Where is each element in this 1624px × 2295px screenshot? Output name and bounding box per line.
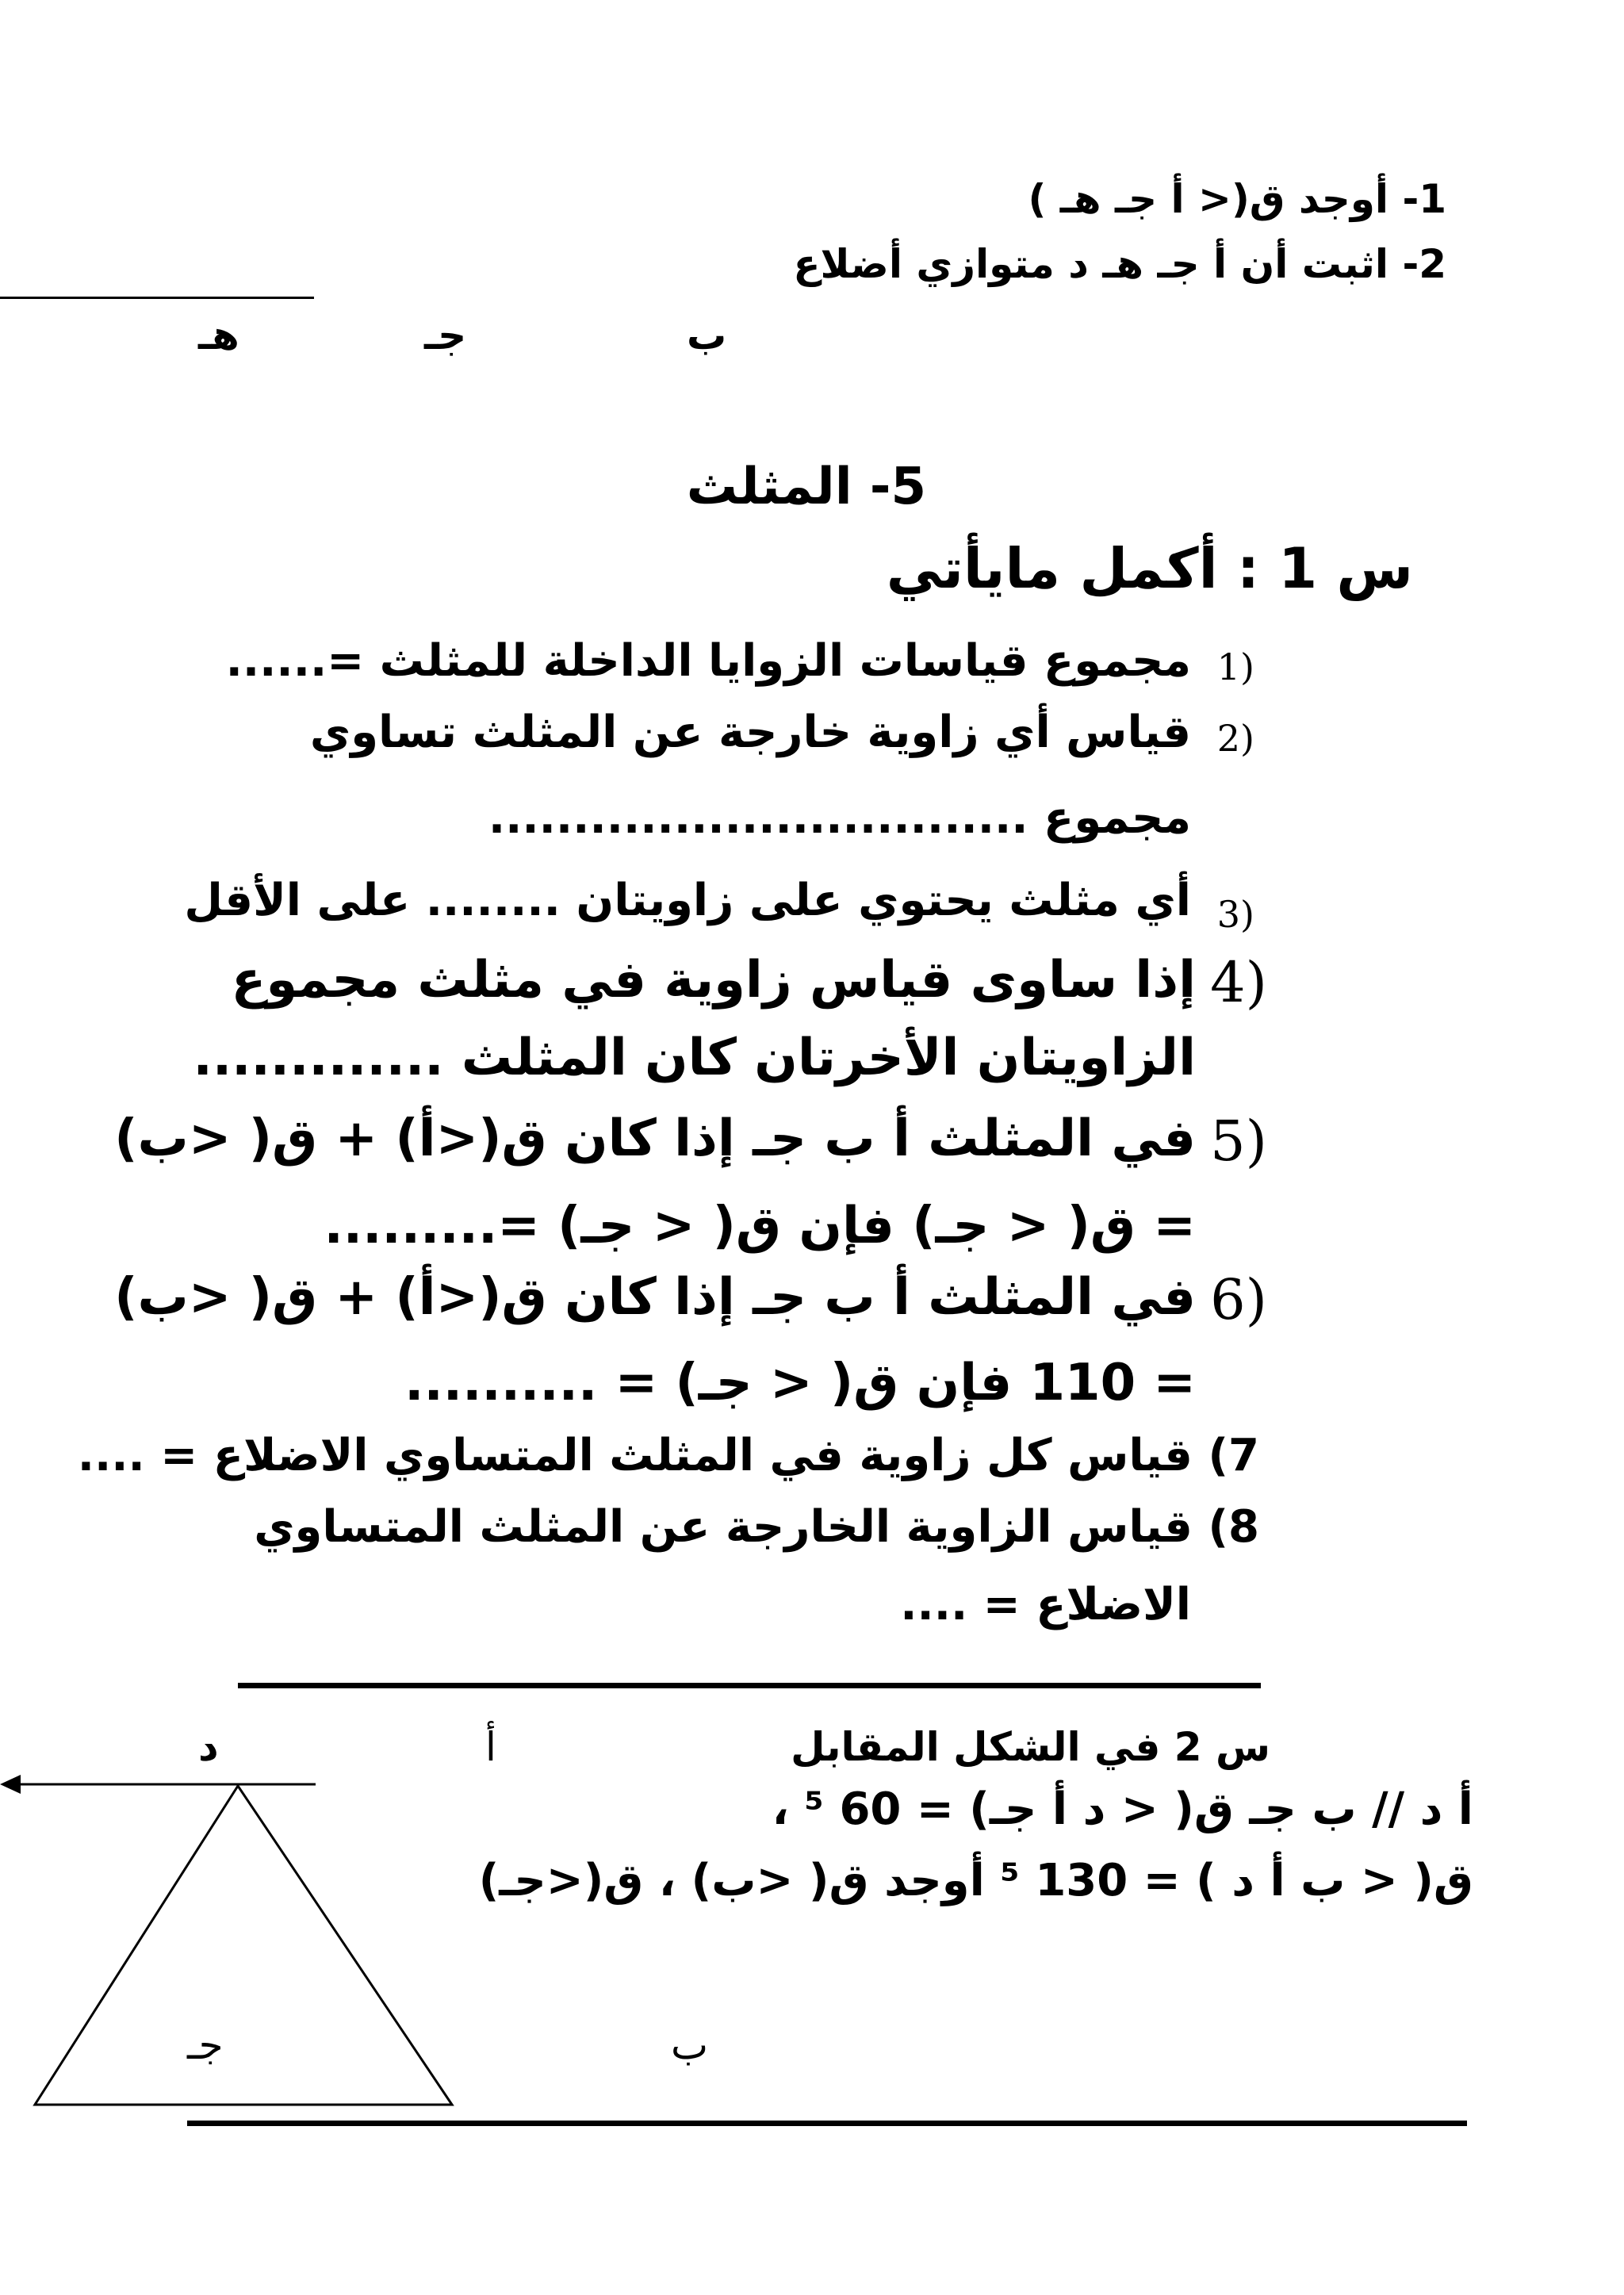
item-3-text: أي مثلث يحتوي على زاويتان ........ على الأقل: [184, 875, 1191, 926]
item-6-continued: = 110 فإن ق( < جـ) = ..........: [404, 1354, 1196, 1412]
label-b-figure: ب: [671, 2022, 709, 2068]
item-5-text: في المثلث أ ب جـ إذا كان ق(<أ) + ق( <ب): [114, 1109, 1196, 1168]
item-number: 7): [1208, 1430, 1259, 1481]
exercise-2-given-2: ق( < ب أ د ) = 130 ⁵ أوجد ق( <ب) ، ق(<جـ): [478, 1855, 1473, 1906]
bottom-rule: [187, 2121, 1467, 2126]
item-number: 1): [1216, 646, 1254, 688]
item-6-text: في المثلث أ ب جـ إذا كان ق(<أ) + ق( <ب): [114, 1268, 1196, 1327]
exercise-2-given-1: أ د // ب جـ ق( < د أ جـ) = 60 ⁵ ،: [772, 1784, 1473, 1835]
label-h-top: هـ: [198, 312, 239, 358]
item-number: 2): [1216, 717, 1254, 760]
exercise-1-heading: س 1 : أكمل مايأتي: [886, 536, 1413, 601]
question-prove-parallelogram: 2- اثبت أن أ جـ هـ د متوازي أضلاع: [793, 241, 1446, 287]
item-8-body: قياس الزاوية الخارجة عن المثلث المتساوي: [254, 1501, 1193, 1553]
item-number: 6): [1210, 1267, 1267, 1332]
item-5-continued: = ق( < جـ) فإن ق( < جـ) =.........: [324, 1197, 1196, 1255]
label-a-figure: أ: [485, 1724, 496, 1770]
exercise-2-heading: س 2 في الشكل المقابل: [791, 1724, 1270, 1770]
item-2-continued: مجموع ................................: [488, 792, 1191, 844]
label-j-top: جـ: [424, 312, 467, 358]
item-8-continued: الاضلاع = ....: [900, 1579, 1191, 1630]
item-number: 4): [1210, 950, 1267, 1015]
triangle-shape: [35, 1786, 452, 2105]
item-number: 8): [1208, 1501, 1259, 1553]
item-1-text: مجموع قياسات الزوايا الداخلة للمثلث =......: [225, 635, 1191, 687]
item-4-continued: الزاويتان الأخرتان كان المثلث .............: [193, 1029, 1196, 1087]
item-number: 3): [1216, 893, 1254, 936]
label-d-figure: د: [198, 1724, 219, 1770]
item-number: 5): [1210, 1109, 1267, 1174]
label-j-figure: جـ: [187, 2022, 224, 2068]
item-7-body: قياس كل زاوية في المثلث المتساوي الاضلاع = ....: [77, 1430, 1193, 1481]
label-b-top: ب: [687, 312, 727, 358]
section-title: 5- المثلث: [686, 458, 926, 516]
item-2-text: قياس أي زاوية خارجة عن المثلث تساوي: [309, 707, 1191, 758]
item-4-text: إذا ساوى قياس زاوية في مثلث مجموع: [231, 951, 1196, 1010]
question-find-angle: 1- أوجد ق(< أ جـ هـ ): [1028, 176, 1446, 222]
arrow-head-icon: [0, 1775, 21, 1794]
